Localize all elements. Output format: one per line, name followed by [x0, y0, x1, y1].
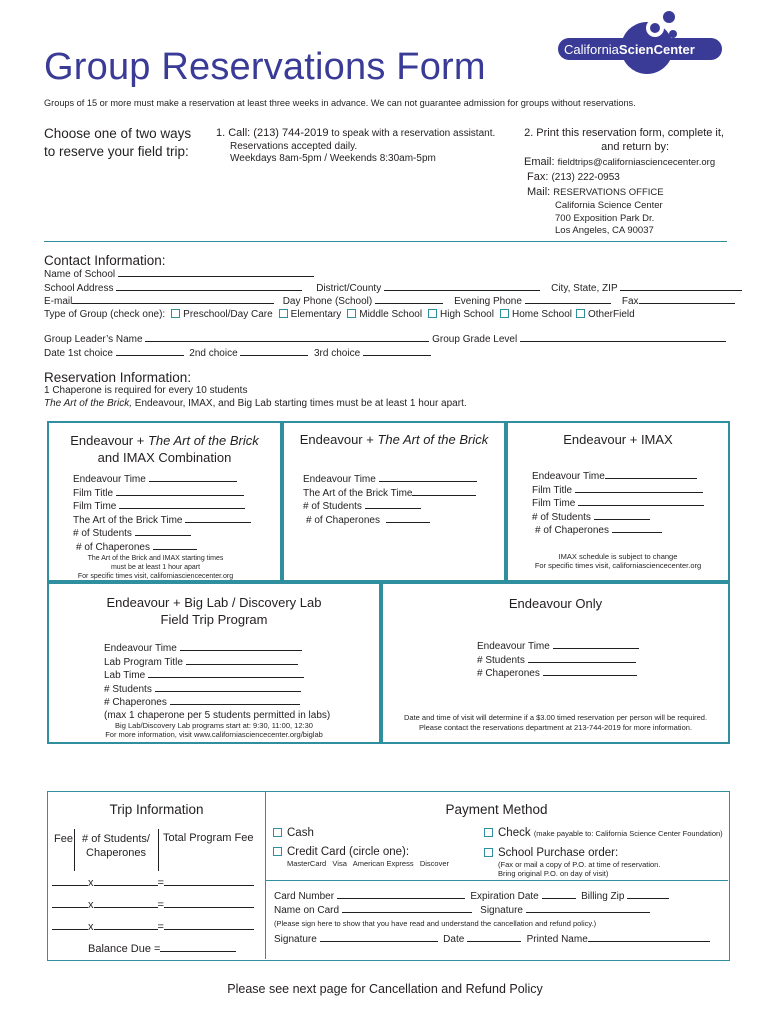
biglab-f2-label: Lab Program Title — [104, 656, 183, 668]
printed-name-field[interactable] — [588, 933, 710, 942]
only-f1-label: Endeavour Time — [477, 641, 550, 652]
trip-x: x — [88, 921, 94, 933]
school-address-label: School Address — [44, 282, 114, 294]
imax-f4-label: # of Students — [532, 511, 591, 523]
trip-row — [52, 916, 254, 938]
type-of-group-label: Type of Group (check one): — [44, 308, 166, 320]
mail-line2: California Science Center — [555, 200, 663, 211]
balance-row — [52, 938, 254, 960]
call-option — [216, 127, 495, 166]
trip-total-field[interactable] — [164, 899, 254, 908]
sign-note: (Please sign here to show that you have read and understand the cancellation and refund policy.) — [274, 919, 597, 928]
only-note-2: Please contact the reservations department at 213-744-2019 for more information. — [418, 723, 693, 732]
imax-f3-label: Film Time — [532, 498, 576, 509]
grade-level-label: Group Grade Level — [432, 334, 518, 345]
trip-columns — [54, 832, 73, 846]
call-text: to speak with a reservation assistant. — [331, 128, 496, 139]
only-f3-label: # Chaperones — [477, 668, 540, 679]
middle-label: Middle School — [359, 308, 423, 320]
date-3rd-label: 3rd choice — [314, 347, 361, 359]
combo-note-1: The Art of the Brick and IMAX starting times — [87, 555, 224, 562]
trip-students-field[interactable] — [94, 921, 158, 930]
brick-f1-label: Endeavour Time — [303, 474, 376, 485]
high-checkbox[interactable] — [428, 309, 437, 318]
fax-value: (213) 222-0953 — [551, 172, 620, 183]
combo-f5-field[interactable] — [135, 527, 191, 536]
imax-title: Endeavour + IMAX — [563, 432, 673, 447]
brick-title — [284, 432, 504, 447]
trip-eq: = — [157, 921, 164, 933]
combo-f3-label: Film Time — [73, 501, 117, 512]
combo-note — [49, 554, 262, 581]
trip-fee-field[interactable] — [52, 877, 88, 886]
imax-f5-label: # of Chaperones — [535, 525, 609, 536]
grade-level-field[interactable] — [520, 333, 726, 342]
payment-heading: Payment Method — [445, 802, 548, 817]
imax-note-2: For specific times visit, californiasciencecenter.org — [534, 561, 702, 570]
po-checkbox[interactable] — [484, 848, 493, 857]
reservation-heading: Reservation Information: — [44, 370, 192, 385]
date-3rd-field[interactable] — [363, 347, 431, 356]
biglab-f3-field[interactable] — [148, 669, 304, 678]
reservation-note-1: 1 Chaperone is required for every 10 students — [44, 385, 248, 396]
only-f2-field[interactable] — [528, 654, 636, 663]
only-f2-label: # Students — [477, 654, 525, 666]
brick-f2-label: The Art of the Brick Time — [303, 487, 413, 499]
balance-label: Balance Due = — [88, 943, 161, 955]
po-note-2: Bring original P.O. on day of visit) — [498, 869, 609, 878]
trip-row — [52, 894, 254, 916]
district-label: District/County — [316, 282, 382, 294]
signature-2-field[interactable] — [320, 933, 438, 942]
imax-fields — [532, 470, 704, 538]
day-phone-field[interactable] — [375, 295, 443, 304]
combo-f2-field[interactable] — [116, 487, 244, 496]
date-2nd-field[interactable] — [240, 347, 308, 356]
name-of-school-label: Name of School — [44, 269, 116, 280]
biglab-title-2: Field Trip Program — [160, 612, 268, 627]
biglab-f6: (max 1 chaperone per 5 students permitted in labs) — [104, 709, 331, 721]
cash-label: Cash — [287, 827, 314, 839]
biglab-f2-field[interactable] — [186, 656, 298, 665]
mail-line3: 700 Exposition Park Dr. — [555, 212, 655, 224]
check-checkbox[interactable] — [484, 828, 493, 837]
combo-box — [47, 421, 282, 582]
biglab-f4-field[interactable] — [155, 683, 301, 692]
combo-title — [49, 432, 280, 466]
name-on-card-label: Name on Card — [274, 904, 340, 916]
school-address-field[interactable] — [116, 282, 302, 291]
brick-f4-field[interactable] — [386, 514, 430, 523]
biglab-f3-label: Lab Time — [104, 670, 146, 681]
reserve-heading — [44, 125, 191, 161]
logo-text-b: ScienCenter — [618, 42, 695, 57]
print-option — [508, 126, 724, 154]
mail-line4: Los Angeles, CA 90037 — [555, 225, 654, 236]
combo-note-2: must be at least 1 hour apart — [110, 564, 201, 571]
day-phone-label: Day Phone (School) — [282, 296, 373, 307]
only-title: Endeavour Only — [508, 596, 603, 611]
page-title: Group Reservations Form — [44, 46, 486, 88]
date-label: Date — [443, 934, 465, 945]
print-line2: and return by: — [601, 141, 669, 153]
email-field[interactable] — [72, 295, 274, 304]
expiration-field[interactable] — [542, 890, 576, 899]
contact-form — [44, 268, 742, 360]
date-1st-label: Date 1st choice — [44, 347, 113, 359]
imax-f1-field[interactable] — [605, 470, 697, 479]
biglab-box — [47, 582, 381, 744]
name-of-school-field[interactable] — [118, 268, 314, 277]
brick-box — [282, 421, 506, 582]
trip-students-field[interactable] — [94, 899, 158, 908]
only-f3-field[interactable] — [543, 667, 637, 676]
intro-text: Groups of 15 or more must make a reservation at least three weeks in advance. We can not guarantee admission for groups without reservations. — [44, 98, 636, 108]
brick-f3-label: # of Students — [303, 501, 362, 512]
endeavour-only-box — [381, 582, 730, 744]
trip-col-sep-1 — [74, 829, 75, 871]
evening-phone-label: Evening Phone — [454, 296, 522, 307]
po-label: School Purchase order: — [498, 847, 619, 859]
brick-fields — [303, 473, 477, 527]
trip-fee-field[interactable] — [52, 899, 88, 908]
combo-f6-label: # of Chaperones — [76, 541, 150, 553]
reservation-note-2: Endeavour, IMAX, and Big Lab starting times must be at least 1 hour apart. — [132, 397, 467, 409]
district-field[interactable] — [384, 282, 540, 291]
payment-right — [484, 826, 723, 878]
cash-checkbox[interactable] — [273, 828, 282, 837]
call-line2: Reservations accepted daily. — [230, 140, 358, 152]
contact-methods — [524, 155, 715, 238]
combo-title-b: The Art of the Brick — [147, 433, 259, 448]
biglab-note-1: Big Lab/Discovery Lab programs start at: 9:30, 11:00, 12:30 — [115, 721, 313, 730]
date-field[interactable] — [467, 933, 521, 942]
trip-students-field[interactable] — [94, 877, 158, 886]
email-label: Email: — [524, 156, 555, 168]
leader-name-label: Group Leader’s Name — [44, 334, 143, 345]
trip-col-sep-2 — [158, 829, 159, 871]
imax-note — [508, 552, 728, 570]
reservation-notes — [44, 385, 467, 410]
trip-students-1: # of Students/ — [82, 833, 150, 845]
imax-f2-field[interactable] — [575, 484, 703, 493]
home-label: Home School — [511, 308, 572, 320]
po-note-1: (Fax or mail a copy of P.O. at time of reservation. — [498, 860, 661, 869]
trip-total-header: Total Program Fee — [163, 832, 254, 844]
name-on-card-field[interactable] — [342, 904, 472, 913]
printed-name-label: Printed Name — [526, 934, 588, 945]
other-label: OtherField — [588, 308, 635, 320]
other-checkbox[interactable] — [576, 309, 585, 318]
card-number-label: Card Number — [274, 891, 335, 902]
card-types[interactable]: MasterCard Visa American Express Discover — [287, 859, 449, 868]
biglab-title — [49, 594, 379, 628]
credit-label: Credit Card (circle one): — [287, 846, 410, 858]
contact-heading: Contact Information: — [44, 253, 166, 268]
call-line3: Weekdays 8am-5pm / Weekends 8:30am-5pm — [230, 153, 436, 164]
high-label: High School — [440, 308, 494, 320]
biglab-note — [49, 721, 379, 739]
trip-students-2: Chaperones — [86, 847, 146, 859]
trip-rows — [52, 872, 254, 960]
reserve-heading-line2: to reserve your field trip: — [44, 144, 189, 159]
brick-f1-field[interactable] — [379, 473, 477, 482]
imax-box — [506, 421, 730, 582]
brick-title-b: The Art of the Brick — [377, 432, 489, 447]
trip-eq: = — [157, 877, 164, 889]
imax-f3-field[interactable] — [578, 497, 704, 506]
email-field-label: E-mail — [44, 296, 73, 307]
trip-x: x — [88, 899, 94, 911]
combo-title-a: Endeavour + — [70, 433, 148, 448]
trip-row — [52, 872, 254, 894]
leader-name-field[interactable] — [145, 333, 429, 342]
combo-f4-field[interactable] — [185, 514, 251, 523]
home-checkbox[interactable] — [500, 309, 509, 318]
combo-fields — [73, 473, 251, 554]
combo-title-2: and IMAX Combination — [97, 450, 232, 465]
trip-fee-field[interactable] — [52, 921, 88, 930]
logo — [552, 10, 728, 74]
trip-students-header — [76, 832, 156, 860]
credit-checkbox[interactable] — [273, 847, 282, 856]
payment-left — [273, 826, 449, 868]
imax-f4-field[interactable] — [594, 511, 650, 520]
imax-f2-label: Film Title — [532, 484, 572, 496]
section-divider — [44, 241, 727, 242]
card-details — [274, 890, 710, 947]
trip-eq: = — [157, 899, 164, 911]
fax-field-label: Fax — [621, 296, 639, 307]
combo-f1-label: Endeavour Time — [73, 474, 146, 485]
combo-f2-label: Film Title — [73, 487, 113, 499]
preschool-checkbox[interactable] — [171, 309, 180, 318]
trip-x: x — [88, 877, 94, 889]
brick-f3-field[interactable] — [365, 500, 421, 509]
mail-line1: RESERVATIONS OFFICE — [553, 187, 664, 198]
brick-f2-field[interactable] — [412, 487, 476, 496]
date-2nd-label: 2nd choice — [189, 347, 238, 359]
elementary-checkbox[interactable] — [279, 309, 288, 318]
evening-phone-field[interactable] — [525, 295, 611, 304]
payment-divider — [265, 880, 728, 881]
elementary-label: Elementary — [290, 308, 342, 320]
combo-f4-label: The Art of the Brick Time — [73, 514, 183, 526]
billing-zip-field[interactable] — [627, 890, 669, 899]
po-note — [484, 860, 723, 878]
preschool-label: Preschool/Day Care — [183, 308, 273, 320]
expiration-label: Expiration Date — [470, 891, 539, 902]
trip-total-field[interactable] — [164, 877, 254, 886]
biglab-title-1: Endeavour + Big Lab / Discovery Lab — [106, 595, 322, 610]
combo-f6-field[interactable] — [153, 541, 197, 550]
biglab-f1-field[interactable] — [180, 642, 302, 651]
combo-f5-label: # of Students — [73, 528, 132, 539]
fax-field[interactable] — [639, 295, 735, 304]
combo-f3-field[interactable] — [119, 500, 245, 509]
biglab-f1-label: Endeavour Time — [104, 643, 177, 654]
email-value[interactable]: fieldtrips@californiasciencecenter.org — [557, 157, 716, 168]
trip-fee-header: Fee — [54, 833, 73, 845]
trip-payment-box — [47, 791, 730, 961]
logo-text-a: California — [564, 42, 619, 57]
fax-label: Fax: — [527, 171, 549, 183]
biglab-fields — [104, 642, 330, 722]
combo-note-3: For specific times visit, californiasciencecenter.org — [77, 573, 234, 580]
check-label: Check — [498, 827, 531, 839]
imax-f1-label: Endeavour Time — [532, 471, 605, 482]
signature-2-label: Signature — [274, 934, 317, 945]
imax-f5-field[interactable] — [612, 524, 662, 533]
imax-note-1: IMAX schedule is subject to change — [558, 552, 678, 561]
call-label: 1. Call: (213) 744-2019 — [216, 127, 329, 139]
print-line1: 2. Print this reservation form, complete it, — [524, 127, 724, 139]
signature-label: Signature — [480, 904, 523, 916]
reserve-heading-line1: Choose one of two ways — [44, 126, 192, 141]
biglab-note-2: For more information, visit www.californiasciencecenter.org/biglab — [105, 730, 323, 739]
reservation-note-2-italic: The Art of the Brick, — [44, 397, 132, 409]
city-field[interactable] — [620, 282, 742, 291]
biglab-f5-label: # Chaperones — [104, 697, 167, 708]
only-fields — [477, 640, 639, 681]
billing-zip-label: Billing Zip — [581, 891, 625, 902]
brick-title-a: Endeavour + — [299, 432, 378, 447]
only-note-1: Date and time of visit will determine if a $3.00 timed reservation per person will be required. — [403, 713, 708, 722]
footer-text: Please see next page for Cancellation and Refund Policy — [227, 982, 543, 996]
city-label: City, State, ZIP — [551, 282, 618, 294]
mail-label: Mail: — [527, 186, 551, 198]
trip-payment-divider — [265, 792, 266, 959]
card-number-field[interactable] — [337, 890, 465, 899]
balance-field[interactable] — [160, 943, 236, 952]
check-note: (make payable to: California Science Center Foundation) — [533, 829, 723, 838]
only-f1-field[interactable] — [553, 640, 639, 649]
combo-f1-field[interactable] — [149, 473, 237, 482]
middle-checkbox[interactable] — [347, 309, 356, 318]
only-note — [383, 713, 728, 733]
brick-f4-label: # of Chaperones — [306, 514, 380, 526]
trip-heading: Trip Information — [109, 802, 204, 817]
trip-total-field[interactable] — [164, 921, 254, 930]
biglab-f5-field[interactable] — [170, 696, 300, 705]
date-1st-field[interactable] — [116, 347, 184, 356]
signature-field[interactable] — [526, 904, 650, 913]
biglab-f4-label: # Students — [104, 683, 152, 695]
